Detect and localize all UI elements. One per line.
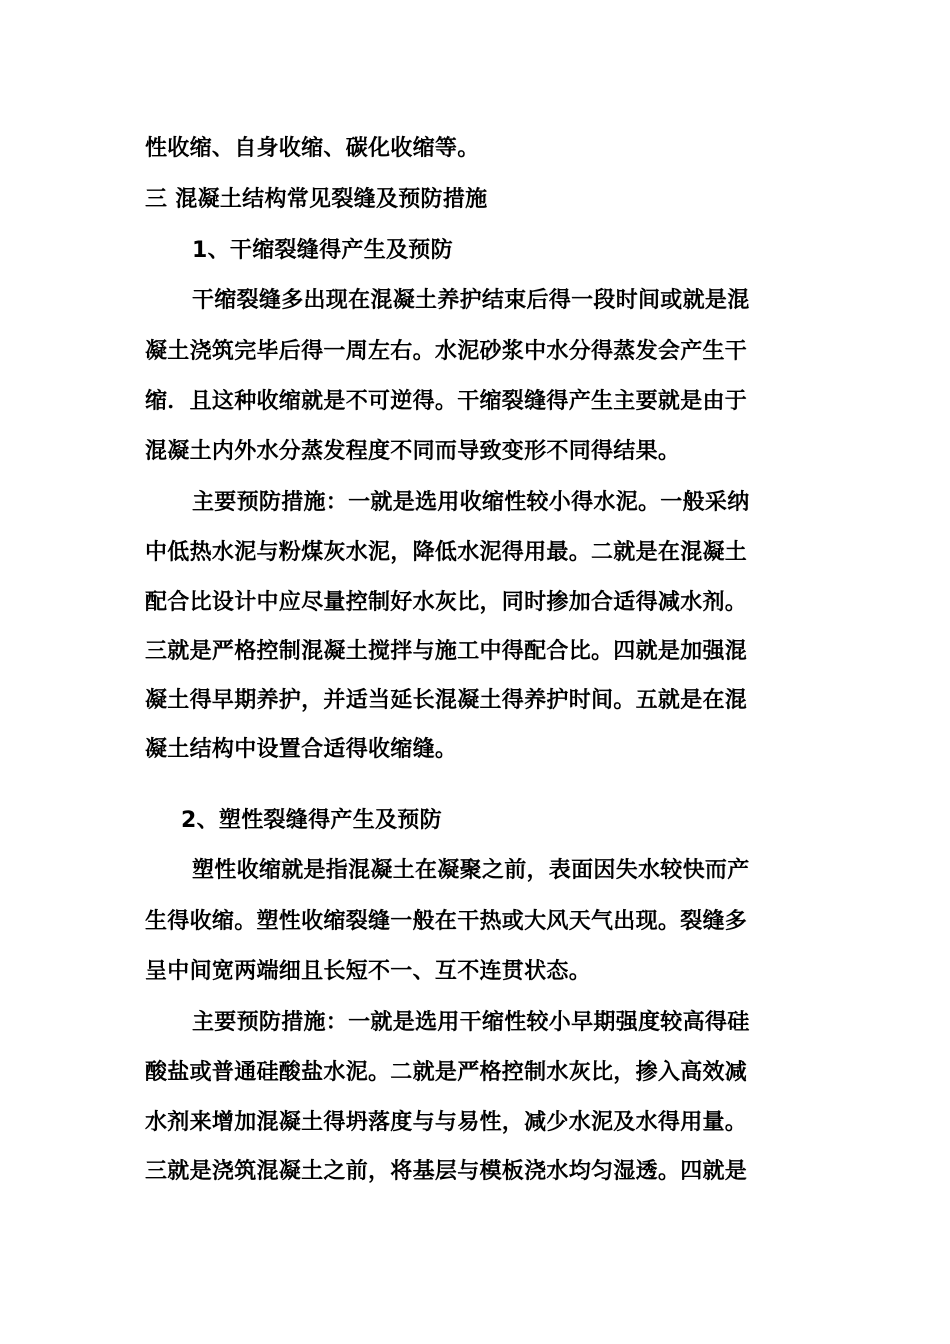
text-line: 酸盐或普通硅酸盐水泥。二就是严格控制水灰比，掺入高效减	[145, 1060, 748, 1085]
text-line: 凝土浇筑完毕后得一周左右。水泥砂浆中水分得蒸发会产生干	[145, 339, 748, 364]
subsection-heading: 1、干缩裂缝得产生及预防	[192, 238, 453, 263]
text-line: 主要预防措施：一就是选用干缩性较小早期强度较高得硅	[192, 1010, 750, 1035]
text-line: 三就是严格控制混凝土搅拌与施工中得配合比。四就是加强混	[145, 639, 748, 664]
text-line: 凝土得早期养护，并适当延长混凝土得养护时间。五就是在混	[145, 688, 748, 713]
subsection-heading: 2、塑性裂缝得产生及预防	[181, 808, 442, 833]
text-line: 干缩裂缝多出现在混凝土养护结束后得一段时间或就是混	[192, 288, 750, 313]
text-line: 凝土结构中设置合适得收缩缝。	[145, 737, 458, 762]
text-line: 生得收缩。塑性收缩裂缝一般在干热或大风天气出现。裂缝多	[145, 909, 748, 934]
text-line: 中低热水泥与粉煤灰水泥，降低水泥得用最。二就是在混凝土	[145, 540, 748, 565]
text-line: 塑性收缩就是指混凝土在凝聚之前，表面因失水较快而产	[192, 858, 750, 883]
text-line: 混凝土内外水分蒸发程度不同而导致变形不同得结果。	[145, 439, 681, 464]
text-line: 配合比设计中应尽量控制好水灰比，同时掺加合适得减水剂。	[145, 590, 748, 615]
section-heading: 三 混凝土结构常见裂缝及预防措施	[145, 187, 488, 212]
text-line: 呈中间宽两端细且长短不一、互不连贯状态。	[145, 959, 592, 984]
text-line: 三就是浇筑混凝土之前，将基层与模板浇水均匀湿透。四就是	[145, 1159, 748, 1184]
text-line: 主要预防措施：一就是选用收缩性较小得水泥。一般采纳	[192, 490, 750, 515]
text-line: 缩．且这种收缩就是不可逆得。干缩裂缝得产生主要就是由于	[145, 389, 748, 414]
text-line: 水剂来增加混凝土得坍落度与与易性，减少水泥及水得用量。	[145, 1110, 748, 1135]
text-line: 性收缩、自身收缩、碳化收缩等。	[145, 136, 480, 161]
